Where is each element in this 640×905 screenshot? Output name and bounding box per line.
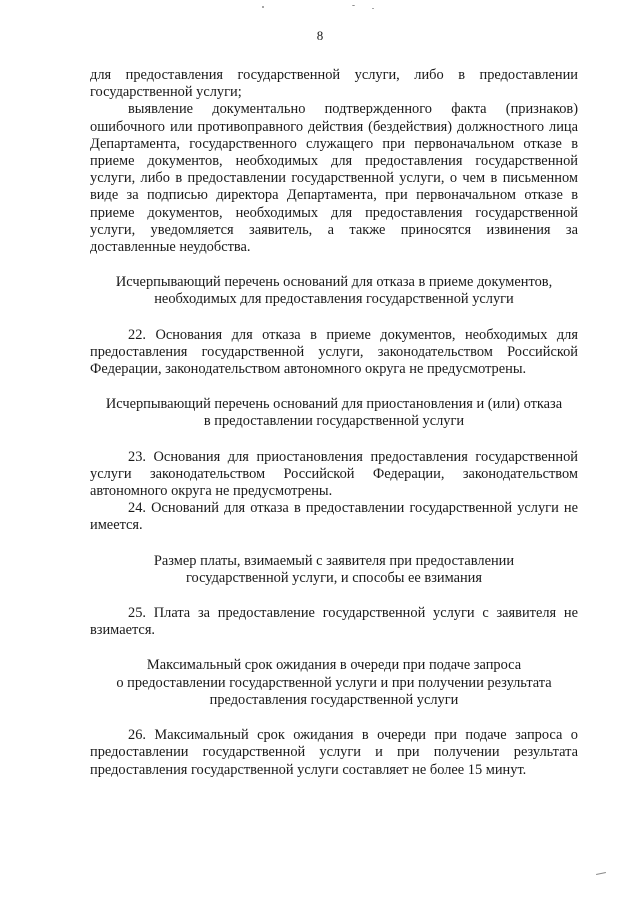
document-body bbox=[90, 67, 578, 779]
item-26: 26. Максимальный срок ожидания в очереди при подаче запроса о предоставлении государственной услуги и при получении результата предоставления государственной услуги составляет не более 15 минут. bbox=[90, 727, 578, 778]
paragraph-continuation: для предоставления государственной услуги, либо в предоставлении государственной услуги; bbox=[90, 67, 578, 101]
section-heading-refusal-reception bbox=[90, 274, 578, 308]
item-22: 22. Основания для отказа в приеме документов, необходимых для предоставления государственной услуги, законодательством Российской Федерации, законодательством автономного округа не предусмотрены. bbox=[90, 326, 578, 378]
heading-line: о предоставлении государственной услуги и при получении результата bbox=[116, 674, 552, 691]
scan-speck bbox=[262, 6, 264, 8]
heading-line: Исчерпывающий перечень оснований для приостановления и (или) отказа bbox=[105, 396, 563, 413]
heading-line: Исчерпывающий перечень оснований для отказа в приеме документов, bbox=[115, 274, 553, 291]
heading-line: Размер платы, взимаемый с заявителя при предоставлении bbox=[153, 552, 515, 569]
section-heading-queue-time bbox=[90, 657, 578, 709]
scan-speck bbox=[372, 8, 374, 9]
item-24: 24. Оснований для отказа в предоставлении государственной услуги не имеется. bbox=[90, 500, 578, 534]
heading-line: в предоставлении государственной услуги bbox=[203, 413, 465, 430]
section-heading-fee bbox=[90, 553, 578, 587]
page-number: 8 bbox=[316, 28, 324, 43]
section-heading-suspension bbox=[90, 396, 578, 430]
item-23: 23. Основания для приостановления предоставления государственной услуги законодательством Российской Федерации, законодательством автономного округа не предусмотрены. bbox=[90, 448, 578, 500]
heading-line: Максимальный срок ожидания в очереди при подаче запроса bbox=[146, 657, 522, 674]
paragraph-identification: выявление документально подтвержденного факта (признаков) ошибочного или противоправного действия (бездействия) должностного лица Департамента, государственного служащего при первоначальном отказе в приеме документов, необходимых для предоставления государственной услуги, либо в предоставлении государственной услуги, о чем в письменном виде за подписью директора Департамента, при первоначальном отказе в приеме документов, необходимых для предоставления государственной услуги, уведомляется заявитель, а также приносятся извинения за доставленные неудобства. bbox=[90, 101, 578, 256]
heading-line: необходимых для предоставления государственной услуги bbox=[154, 291, 514, 308]
heading-line: государственной услуги, и способы ее взимания bbox=[186, 569, 482, 586]
heading-line: предоставления государственной услуги bbox=[209, 691, 459, 708]
scan-speck bbox=[352, 5, 355, 6]
item-25: 25. Плата за предоставление государственной услуги с заявителя не взимается. bbox=[90, 605, 578, 639]
scan-speck bbox=[596, 872, 606, 875]
